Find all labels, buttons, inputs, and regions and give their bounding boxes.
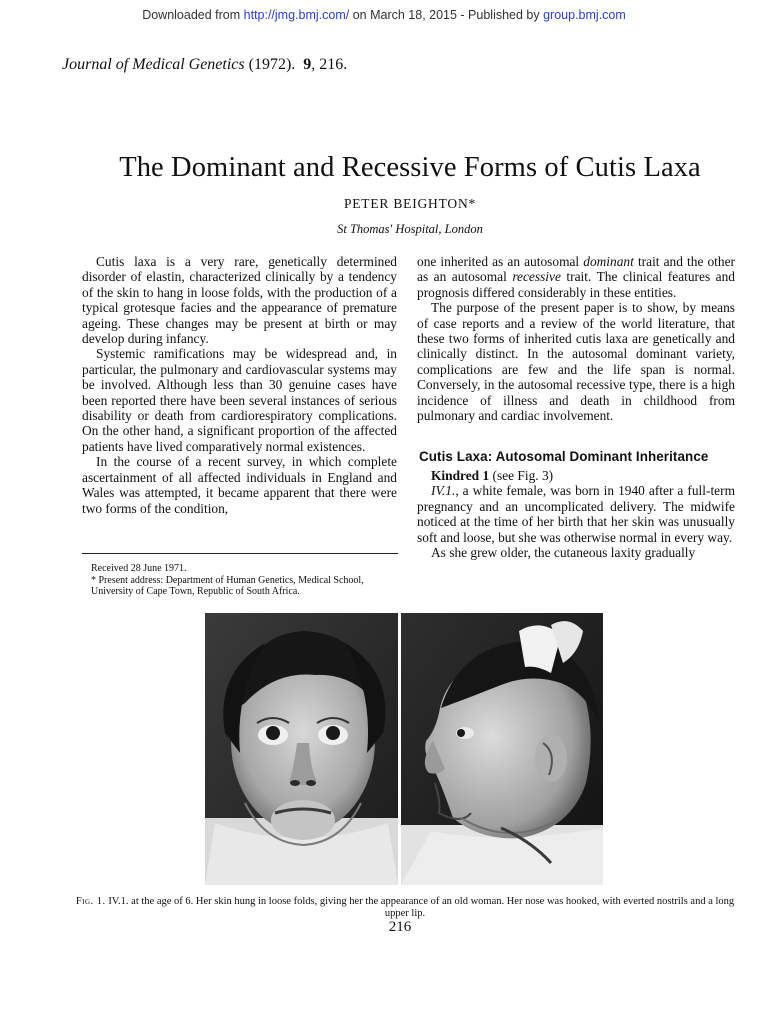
- right-paragraph-4: As she grew older, the cutaneous laxity gradually: [431, 544, 696, 560]
- left-paragraph-3: In the course of a recent survey, in which complete ascertainment of all affected individuals in England and Wales was attempted, it became apparent that there were two forms of the condition,: [82, 454, 397, 516]
- journal-page: , 216.: [311, 56, 348, 73]
- banner-link-group[interactable]: group.bmj.com: [543, 8, 626, 22]
- right-paragraph-1: [417, 254, 735, 300]
- section-heading: Cutis Laxa: Autosomal Dominant Inheritance: [419, 449, 709, 465]
- left-paragraph-1: Cutis laxa is a very rare, genetically determined disorder of elastin, characterized clinically by a tendency of the skin to hang in loose folds, with the production of a typical grotesque facies and the appearance of premature ageing. These changes may be present at birth or may develop during infancy.: [82, 254, 397, 347]
- footnote-received: Received 28 June 1971.: [91, 563, 187, 574]
- banner-link-journal[interactable]: http://jmg.bmj.com/: [243, 8, 350, 22]
- right-p1-b: trait and the other as an autosomal: [417, 254, 735, 285]
- journal-year: (1972).: [244, 56, 296, 73]
- journal-citation: [62, 56, 347, 74]
- right-column: [417, 254, 735, 560]
- left-column: [82, 254, 397, 516]
- download-banner: [0, 8, 768, 22]
- right-p1-recessive: recessive: [512, 269, 561, 285]
- right-paragraph-3: [417, 483, 735, 545]
- profile-face-image: [401, 613, 603, 885]
- photo-frontal-face: [205, 613, 398, 885]
- article-title: The Dominant and Recessive Forms of Cutis Laxa: [119, 152, 701, 183]
- footnote-address: * Present address: Department of Human Genetics, Medical School, University of Cape Town, Republic of South Africa.: [91, 574, 364, 597]
- right-p1-dominant: dominant: [583, 254, 634, 269]
- case-id: IV.1.: [431, 483, 456, 499]
- page-number: 216: [388, 919, 412, 935]
- figure-caption-text: IV.1. at the age of 6. Her skin hung in loose folds, giving her the appearance of an old woman. Her nose was hooked, with everted nostrils and a long upper lip.: [105, 896, 735, 919]
- article-author: PETER BEIGHTON*: [343, 196, 477, 211]
- figure-label: Fig. 1.: [75, 896, 106, 907]
- journal-volume: 9: [303, 56, 312, 73]
- right-paragraph-2: The purpose of the present paper is to show, by means of case reports and a review of the world literature, that these two forms of inherited cutis laxa are genetically and clinically distinct. In the autosomal dominant variety, complications are few and the life span is normal. Conversely, in the autosomal recessive type, there is a high incidence of illness and death in childhood from pulmonary and cardiac involvement.: [417, 300, 735, 424]
- article-affiliation: St Thomas' Hospital, London: [337, 222, 483, 236]
- footnotes: [91, 563, 401, 598]
- right-p1-c: trait. The clinical features and prognosis differed considerably in these entities.: [417, 269, 735, 300]
- journal-name: Journal of Medical Genetics: [62, 56, 245, 73]
- footnote-divider: [82, 553, 398, 554]
- frontal-face-image: [205, 613, 398, 885]
- right-p1-a: one inherited as an autosomal: [417, 254, 584, 269]
- kindred-ref: (see Fig. 3): [489, 467, 554, 483]
- kindred-label: Kindred 1: [431, 467, 490, 483]
- photo-profile-face: [401, 613, 603, 885]
- kindred-heading: [417, 468, 735, 483]
- case-description: , a white female, was born in 1940 after a full-term pregnancy and an uncomplicated delivery. The midwife noticed at the time of her birth that her skin was unusually soft and loose, but she was otherwise normal in every way.: [417, 483, 735, 545]
- figure-caption: [75, 896, 735, 920]
- banner-prefix: Downloaded from: [142, 8, 244, 22]
- left-paragraph-2: Systemic ramifications may be widespread and, in particular, the pulmonary and cardiovascular systems may be involved. Although less than 30 genuine cases have been reported there have been several instances of serious disability or death from cardiorespiratory complications. On the other hand, a significant proportion of the affected patients have lived comparatively normal existences.: [82, 346, 397, 454]
- banner-middle: on March 18, 2015 - Published by: [349, 8, 544, 22]
